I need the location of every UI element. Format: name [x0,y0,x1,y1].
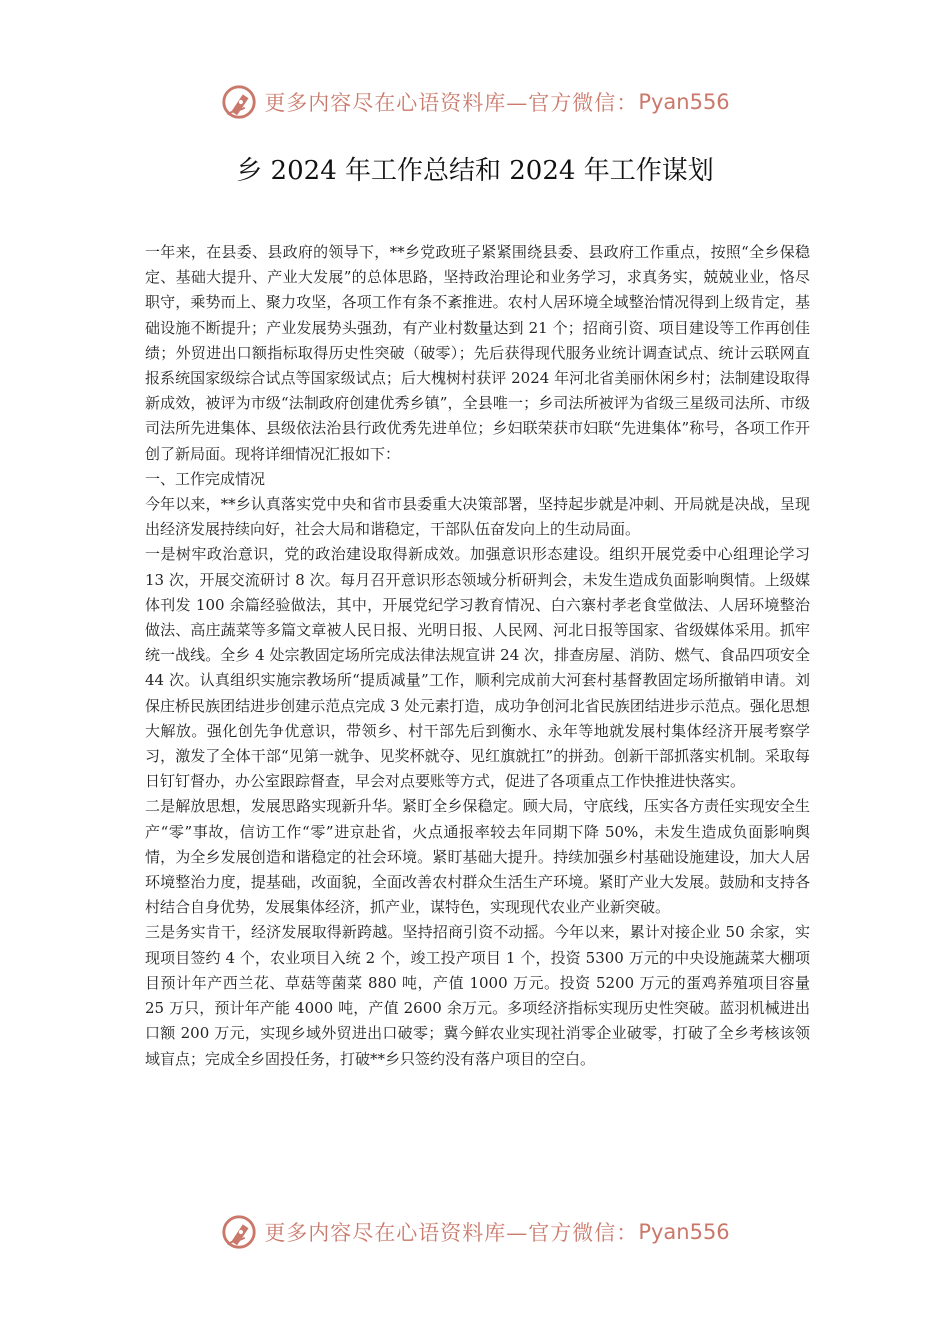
document-body [145,240,810,1072]
banner-text: 更多内容尽在心语资料库—官方微信： [264,91,639,115]
document-title: 乡 2024 年工作总结和 2024 年工作谋划 [236,156,714,186]
banner-wechat-id: Pyan556 [638,1220,730,1244]
paragraph-intro: 一年来，在县委、县政府的领导下，**乡党政班子紧紧围绕县委、县政府工作重点，按照“全乡保稳定、基础大提升、产业大发展”的总体思路，坚持政治理论和业务学习，求真务实，兢兢业业，恪尽职守，乘势而上、聚力攻坚，各项工作有条不紊推进。农村人居环境全域整治情况得到上级肯定，基础设施不断提升；产业发展势头强劲，有产业村数量达到 21 个；招商引资、项目建设等工作再创佳绩；外贸进出口额指标取得历史性突破（破零）；先后获得现代服务业统计调查试点、统计云联网直报系统国家级综合试点等国家级试点；后大槐树村获评 2024 年河北省美丽休闲乡村；法制建设取得新成效，被评为市级“法制政府创建优秀乡镇”，全县唯一；乡司法所被评为省级三星级司法所、市级司法所先进集体、县级依法治县行政优秀先进单位；乡妇联荣获市妇联“先进集体”称号，各项工作开创了新局面。现将详细情况汇报如下： [145,243,810,463]
footer-watermark-banner [0,1210,950,1254]
pen-nib-logo-icon [220,83,258,121]
paragraph-point-1: 一是树牢政治意识，党的政治建设取得新成效。加强意识形态建设。组织开展党委中心组理论学习 13 次，开展交流研讨 8 次。每月召开意识形态领域分析研判会，未发生造成负面影响舆情。上级媒体刊发 100 余篇经验做法，其中，开展党纪学习教育情况、白六寨村孝老食堂做法、人居环境整治做法、高庄蔬菜等多篇文章被人民日报、光明日报、人民网、河北日报等国家、省级媒体采用。抓牢统一战线。全乡 4 处宗教固定场所完成法律法规宣讲 24 次，排查房屋、消防、燃气、食品四项安全 44 次。认真组织实施宗教场所“提质减量”工作，顺利完成前大河套村基督教固定场所撤销申请。刘保庄桥民族团结进步创建示范点完成 3 处元素打造，成功争创河北省民族团结进步示范点。强化思想大解放。强化创先争优意识，带领乡、村干部先后到衡水、永年等地就发展村集体经济开展考察学习，激发了全体干部“见第一就争、见奖杯就夺、见红旗就扛”的拼劲。创新干部抓落实机制。采取每日钉钉督办，办公室跟踪督查，早会对点要账等方式，促进了各项重点工作快推进快落实。 [145,545,810,791]
paragraph-overview: 今年以来，**乡认真落实党中央和省市县委重大决策部署，坚持起步就是冲刺、开局就是决战，呈现出经济发展持续向好，社会大局和谐稳定，干部队伍奋发向上的生动局面。 [145,495,810,539]
banner-text: 更多内容尽在心语资料库—官方微信： [264,1221,639,1245]
paragraph-point-3: 三是务实肯干，经济发展取得新跨越。坚持招商引资不动摇。今年以来，累计对接企业 50 余家，实现项目签约 4 个，农业项目入统 2 个，竣工投产项目 1 个，投资 5300 万元的中央设施蔬菜大棚项目预计年产西兰花、草菇等菌菜 880 吨，产值 1000 万元。投资 5200 万元的蛋鸡养殖项目容量 25 万只，预计年产能 4000 吨，产值 2600 余万元。多项经济指标实现历史性突破。蓝羽机械进出口额 200 万元，实现乡域外贸进出口破零；冀今鲜农业实现社消零企业破零，打破了全乡考核该领域盲点；完成全乡固投任务，打破**乡只签约没有落户项目的空白。 [145,923,810,1068]
pen-nib-logo-icon [220,1213,258,1251]
paragraph-point-2: 二是解放思想，发展思路实现新升华。紧盯全乡保稳定。顾大局，守底线，压实各方责任实现安全生产“零”事故，信访工作“零”进京赴省，火点通报率较去年同期下降 50%，未发生造成负面影响舆情，为全乡发展创造和谐稳定的社会环境。紧盯基础大提升。持续加强乡村基础设施建设，加大人居环境整治力度，提基础，改面貌，全面改善农村群众生活生产环境。紧盯产业大发展。鼓励和支持各村结合自身优势，发展集体经济，抓产业，谋特色，实现现代农业产业新突破。 [145,797,810,917]
header-watermark-banner [0,80,950,124]
section-heading: 一、工作完成情况 [145,469,266,488]
banner-wechat-id: Pyan556 [638,90,730,114]
